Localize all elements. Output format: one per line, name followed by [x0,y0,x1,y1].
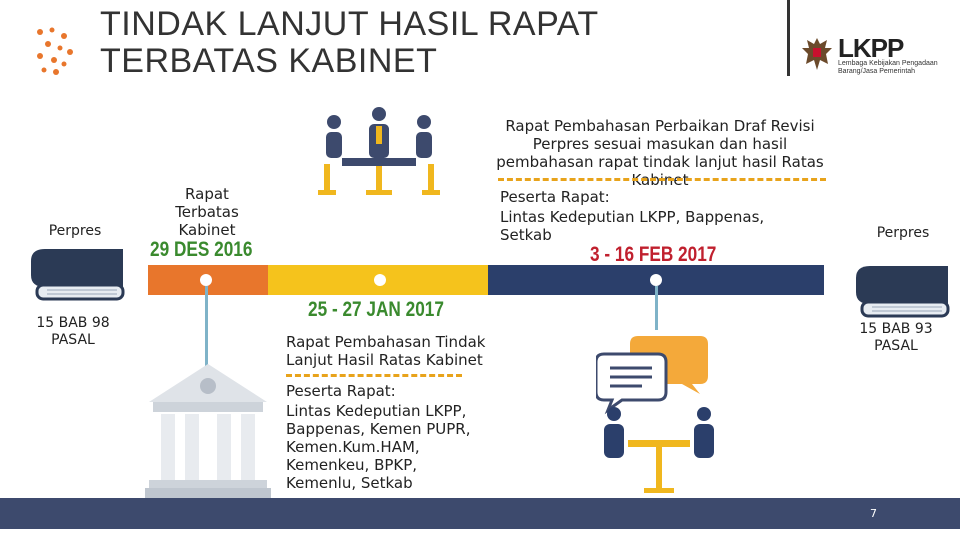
title-line-2: TERBATAS KABINET [100,42,438,80]
footer-bar [0,498,960,529]
garuda-emblem-icon [800,34,834,74]
timeline-dot-1 [200,274,212,286]
right-doc-label: Perpres [876,225,930,241]
milestone-2-participants-label: Peserta Rapat: [286,382,396,400]
milestone-3-divider [498,178,826,181]
title-line-1: TINDAK LANJUT HASIL RAPAT [100,5,599,43]
milestone-2-divider [286,374,462,377]
page-number: 7 [870,507,877,520]
timeline-dot-3 [650,274,662,286]
milestone-3-participants: Lintas Kedeputian LKPP, Bappenas, Setkab [500,208,765,244]
timeline-stem-1 [205,286,208,366]
milestone-3-participants-label: Peserta Rapat: [500,188,610,206]
milestone-2-participants: Lintas Kedeputian LKPP, Bappenas, Kemen PUPR, Kemen.Kum.HAM, Kemenkeu, BPKP, Kemenlu, Setkab [286,402,471,492]
timeline-stem-3 [655,286,658,330]
dots-decoration-icon [34,26,76,76]
left-doc-caption: 15 BAB 98 PASAL [36,315,110,348]
government-building-icon [145,362,271,498]
header-divider [787,0,790,76]
discussion-icon [596,332,722,496]
timeline-dot-2 [374,274,386,286]
milestone-1-date: 29 DES 2016 [150,238,253,261]
logo-subtitle: Lembaga Kebijakan Pengadaan Barang/Jasa Pemerintah [838,60,938,75]
milestone-3-date: 3 - 16 FEB 2017 [590,243,717,266]
book-icon [27,245,127,305]
right-doc-caption: 15 BAB 93 PASAL [859,321,933,354]
page-title [100,6,599,80]
meeting-table-icon [314,104,444,200]
logo-text: LKPP [838,33,904,63]
left-doc-label: Perpres [48,223,102,239]
milestone-2-title: Rapat Pembahasan Tindak Lanjut Hasil Ratas Kabinet [286,333,486,369]
milestone-1-title: Rapat Terbatas Kabinet [175,185,239,239]
book-icon [852,262,952,322]
milestone-3-title: Rapat Pembahasan Perbaikan Draf Revisi Perpres sesuai masukan dan hasil pembahasan rapat tindak lanjut hasil Ratas Kabinet [496,117,824,189]
milestone-2-date: 25 - 27 JAN 2017 [308,298,444,321]
